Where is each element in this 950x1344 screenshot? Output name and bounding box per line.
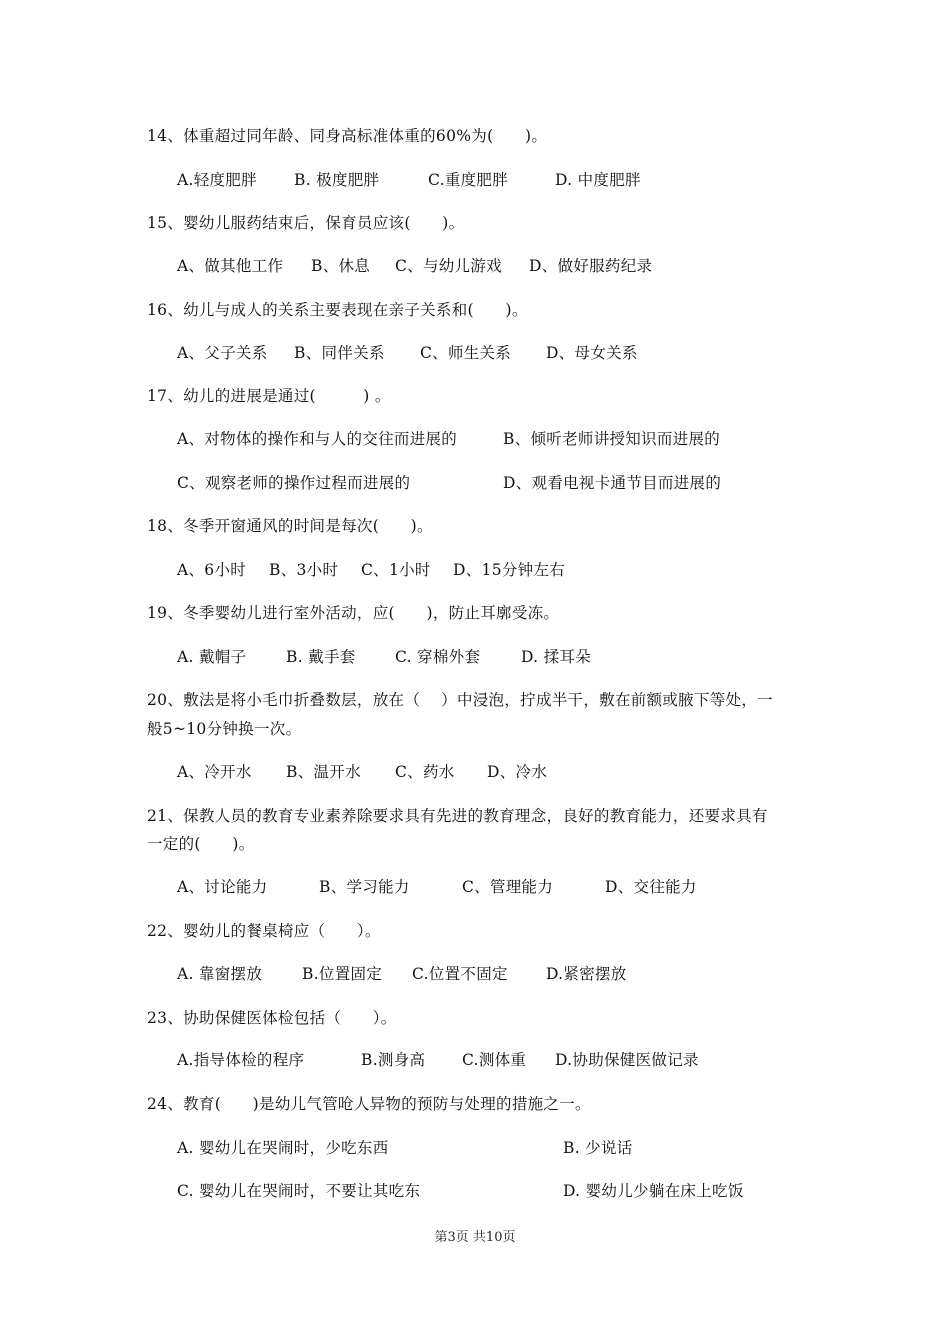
- question-24-option-b: B. 少说话: [563, 1139, 633, 1157]
- question-17-option-d: D、观看电视卡通节目而进展的: [503, 474, 722, 492]
- question-16-option-d: D、母女关系: [546, 344, 638, 362]
- question-17-option-a: A、对物体的操作和与人的交往而进展的: [177, 430, 458, 448]
- question-20-option-d: D、冷水: [487, 763, 548, 781]
- question-14-option-c: C.重度肥胖: [428, 171, 509, 189]
- question-17-stem: 17、幼儿的进展是通过( ) 。: [147, 387, 391, 405]
- question-21-option-b: B、学习能力: [319, 878, 410, 896]
- question-19-option-b: B. 戴手套: [286, 648, 356, 666]
- question-20-stem-line-2: 般5~10分钟换一次。: [147, 720, 302, 738]
- question-20-option-c: C、药水: [395, 763, 455, 781]
- question-19-stem: 19、冬季婴幼儿进行室外活动，应( )，防止耳廓受冻。: [147, 604, 560, 622]
- question-21-stem-line-1: 21、保教人员的教育专业素养除要求具有先进的教育理念，良好的教育能力，还要求具有: [147, 807, 768, 825]
- question-15-option-c: C、与幼儿游戏: [395, 257, 502, 275]
- question-14-option-a: A.轻度肥胖: [177, 171, 257, 189]
- question-24-option-c: C. 婴幼儿在哭闹时，不要让其吃东: [177, 1182, 421, 1200]
- question-16-option-c: C、师生关系: [420, 344, 512, 362]
- question-23-option-d: D.协助保健医做记录: [555, 1051, 699, 1069]
- question-17-option-c: C、观察老师的操作过程而进展的: [177, 474, 411, 492]
- question-21-stem-line-2: 一定的( )。: [147, 835, 255, 853]
- question-21-option-a: A、讨论能力: [177, 878, 268, 896]
- question-14-option-b: B. 极度肥胖: [294, 171, 380, 189]
- question-18-option-a: A、6小时: [177, 561, 247, 579]
- question-23-option-b: B.测身高: [361, 1051, 426, 1069]
- question-18-option-d: D、15分钟左右: [453, 561, 566, 579]
- question-15-option-b: B、休息: [311, 257, 371, 275]
- question-14-stem: 14、体重超过同年龄、同身高标准体重的60%为( )。: [147, 127, 548, 145]
- question-22-option-a: A. 靠窗摆放: [177, 965, 263, 983]
- question-24-option-a: A. 婴幼儿在哭闹时，少吃东西: [177, 1139, 389, 1157]
- question-17-option-b: B、倾听老师讲授知识而进展的: [503, 430, 721, 448]
- question-15-option-d: D、做好服药纪录: [529, 257, 653, 275]
- question-18-stem: 18、冬季开窗通风的时间是每次( )。: [147, 517, 433, 535]
- question-14-option-d: D. 中度肥胖: [555, 171, 641, 189]
- question-22-option-b: B.位置固定: [302, 965, 383, 983]
- question-24-stem: 24、教育( )是幼儿气管呛人异物的预防与处理的措施之一。: [147, 1095, 591, 1113]
- question-19-option-c: C. 穿棉外套: [395, 648, 481, 666]
- question-20-stem-line-1: 20、敷法是将小毛巾折叠数层，放在（ ）中浸泡，拧成半干，敷在前额或腋下等处，一: [147, 691, 773, 709]
- question-20-option-a: A、冷开水: [177, 763, 252, 781]
- question-21-option-c: C、管理能力: [462, 878, 554, 896]
- question-20-option-b: B、温开水: [286, 763, 361, 781]
- question-19-option-d: D. 揉耳朵: [521, 648, 592, 666]
- question-18-option-b: B、3小时: [269, 561, 339, 579]
- question-16-option-a: A、父子关系: [177, 344, 268, 362]
- question-22-stem: 22、婴幼儿的餐桌椅应（ ）。: [147, 922, 381, 940]
- question-23-option-a: A.指导体检的程序: [177, 1051, 305, 1069]
- question-23-stem: 23、协助保健医体检包括（ ）。: [147, 1009, 397, 1027]
- question-16-stem: 16、幼儿与成人的关系主要表现在亲子关系和( )。: [147, 301, 528, 319]
- question-22-option-d: D.紧密摆放: [546, 965, 627, 983]
- question-15-stem: 15、婴幼儿服药结束后，保育员应该( )。: [147, 214, 465, 232]
- question-19-option-a: A. 戴帽子: [177, 648, 247, 666]
- question-21-option-d: D、交往能力: [605, 878, 697, 896]
- question-18-option-c: C、1小时: [361, 561, 431, 579]
- question-24-option-d: D. 婴幼儿少躺在床上吃饭: [563, 1182, 744, 1200]
- question-22-option-c: C.位置不固定: [412, 965, 508, 983]
- question-23-option-c: C.测体重: [462, 1051, 527, 1069]
- question-15-option-a: A、做其他工作: [177, 257, 284, 275]
- question-16-option-b: B、同伴关系: [294, 344, 385, 362]
- page-number-footer: 第3页 共10页: [434, 1230, 516, 1245]
